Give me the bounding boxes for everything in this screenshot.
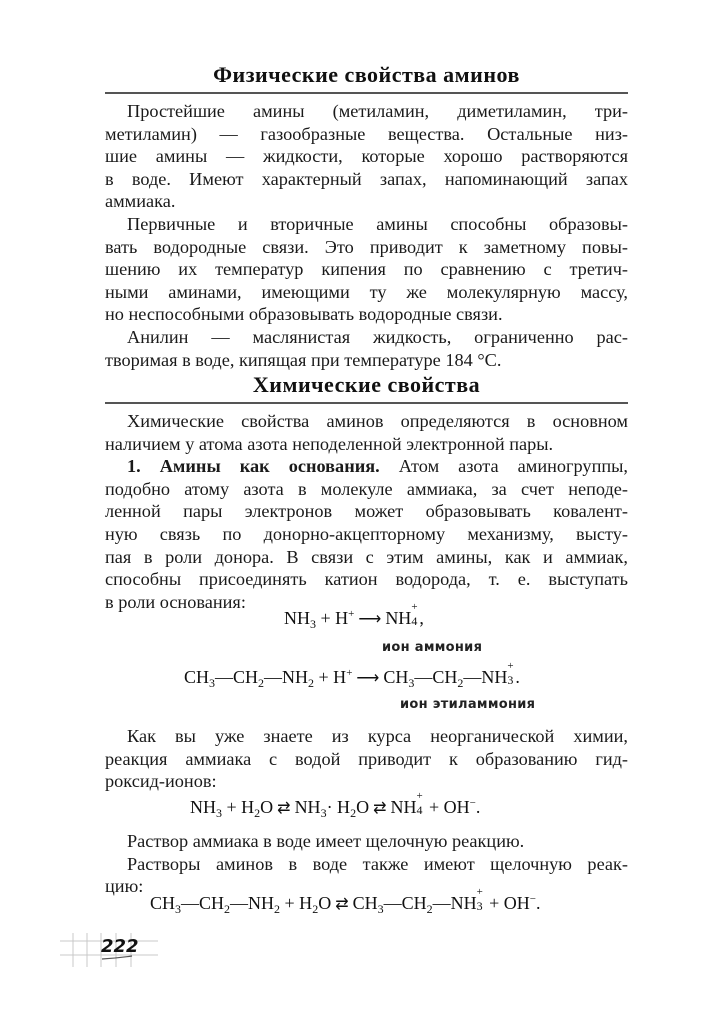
heading-underline bbox=[105, 402, 628, 404]
formula-part: 2 bbox=[426, 902, 433, 916]
formula-part: 4 bbox=[411, 614, 418, 628]
text-line: шие амины — жидкости, которые хорошо растворяются bbox=[105, 146, 628, 167]
formula-part: − bbox=[469, 797, 476, 809]
text-line: цию: bbox=[105, 876, 144, 897]
formula-part: + H bbox=[222, 797, 255, 817]
paragraph-chemical-alkaline bbox=[105, 830, 628, 898]
formula-part: − bbox=[529, 893, 536, 905]
section-heading-physical-properties: Физические свойства аминов bbox=[213, 62, 520, 87]
formula-part: NH bbox=[390, 797, 417, 817]
formula-part: —NH bbox=[432, 893, 477, 913]
formula-part: + bbox=[348, 608, 355, 620]
text-line: пая в роли донора. В связи с этим амины, как и аммиак, bbox=[105, 546, 628, 567]
text-line: творимая в воде, кипящая при температуре 184 °С. bbox=[105, 349, 502, 370]
formula-part: O bbox=[356, 797, 370, 817]
text-line: Первичные и вторичные амины способны образовы- bbox=[127, 213, 628, 234]
formula-part: 3 bbox=[377, 902, 384, 916]
formula-part: 3 bbox=[408, 676, 415, 690]
formula-part: 2 bbox=[224, 902, 231, 916]
text-line bbox=[105, 455, 628, 478]
formula-part: + bbox=[507, 660, 514, 672]
text-line: Простейшие амины (метиламин, диметиламин, три- bbox=[127, 101, 628, 121]
formula-part: + OH bbox=[484, 893, 530, 913]
formula-part: —NH bbox=[264, 667, 309, 687]
text-line: в воде. Имеют характерный запах, напоминающий запах bbox=[105, 168, 628, 189]
reaction-arrow-icon: ⟶ bbox=[358, 611, 382, 628]
equation-ethylamine-protonation bbox=[184, 660, 520, 690]
formula-part: CH bbox=[352, 893, 378, 913]
formula-part bbox=[507, 660, 515, 687]
section-heading-chemical-properties: Химические свойства bbox=[252, 372, 481, 397]
formula-part bbox=[411, 601, 419, 628]
formula-part: + H bbox=[316, 608, 349, 628]
formula-part: + bbox=[416, 790, 423, 802]
equilibrium-arrow-icon: ⇄ bbox=[277, 800, 291, 817]
formula-part: 3 bbox=[507, 673, 514, 687]
formula-part: · H bbox=[326, 797, 351, 817]
text-line: ленной пары электронов может образовывать ковалент- bbox=[105, 501, 628, 522]
text-line: реакция аммиака с водой приводит к образованию гид- bbox=[105, 748, 628, 769]
formula-part: 2 bbox=[350, 806, 357, 820]
formula-part: + bbox=[346, 667, 353, 679]
formula-part: 3 bbox=[175, 902, 182, 916]
formula-part: 2 bbox=[312, 902, 319, 916]
paragraph-chemical-1 bbox=[105, 410, 628, 613]
formula-part: —CH bbox=[414, 667, 458, 687]
paragraph-physical-1 bbox=[105, 100, 628, 371]
text-line: аммиака. bbox=[105, 191, 176, 212]
formula-part: 3 bbox=[216, 806, 222, 820]
text-line: Анилин — маслянистая жидкость, ограниченно рас- bbox=[127, 326, 628, 347]
text-line: Раствор аммиака в воде имеет щелочную реакцию. bbox=[127, 831, 525, 851]
equilibrium-arrow-icon: ⇄ bbox=[373, 800, 387, 817]
equation-ammonia-protonation bbox=[284, 601, 424, 631]
formula-part: , bbox=[419, 608, 424, 628]
text-line: в роли основания: bbox=[105, 591, 246, 612]
text-line: Как вы уже знаете из курса неорганической химии, bbox=[127, 726, 628, 746]
formula-part bbox=[416, 790, 424, 817]
formula-part: 3 bbox=[310, 617, 316, 631]
text-line: ными аминами, имеющими ту же молекулярную массу, bbox=[105, 281, 628, 302]
formula-part: O bbox=[318, 893, 332, 913]
formula-part: . bbox=[475, 797, 481, 817]
formula-part: + H bbox=[314, 667, 347, 687]
formula-part: + OH bbox=[424, 797, 470, 817]
formula-part: . bbox=[515, 667, 520, 687]
formula-part: —NH bbox=[230, 893, 275, 913]
caption-ethylammonium-ion: ион этиламмония bbox=[400, 697, 536, 712]
formula-part: —CH bbox=[215, 667, 259, 687]
formula-part: CH bbox=[150, 893, 176, 913]
paragraph-chemical-ammonia-water bbox=[105, 725, 628, 793]
text-line: шению их температур кипения по сравнению с третич- bbox=[105, 259, 628, 280]
text-line: но неспособными образовывать водородные связи. bbox=[105, 304, 503, 325]
formula-part: 3 bbox=[209, 676, 216, 690]
formula-part: + H bbox=[280, 893, 313, 913]
formula-part: CH bbox=[184, 667, 210, 687]
formula-part: 2 bbox=[457, 676, 464, 690]
formula-part: 2 bbox=[258, 676, 265, 690]
formula-part: —NH bbox=[463, 667, 508, 687]
reaction-arrow-icon: ⟶ bbox=[356, 670, 380, 687]
formula-part: 3 bbox=[320, 806, 327, 820]
equilibrium-arrow-icon: ⇄ bbox=[335, 896, 349, 913]
formula-part: + bbox=[476, 886, 483, 898]
formula-part: —CH bbox=[383, 893, 427, 913]
page-number-block bbox=[60, 933, 160, 969]
formula-part: NH bbox=[284, 608, 310, 628]
formula-part: 2 bbox=[308, 676, 315, 690]
text-line: вать водородные связи. Это приводит к заметному повы- bbox=[105, 236, 628, 257]
bold-term-amines-as-bases: 1. Амины как основания. bbox=[127, 456, 380, 477]
text-line: ную связь по донорно-акцепторному механизму, высту- bbox=[105, 523, 628, 544]
formula-part: + bbox=[411, 601, 418, 613]
formula-part: NH bbox=[190, 797, 216, 817]
heading-underline bbox=[105, 92, 628, 94]
page-number: 222 bbox=[101, 936, 139, 957]
formula-part bbox=[476, 886, 485, 913]
text-line: способны присоединять катион водорода, т. е. выступать bbox=[105, 569, 628, 590]
formula-part: 2 bbox=[274, 902, 281, 916]
text-line: Химические свойства аминов определяются в основном bbox=[127, 411, 628, 431]
formula-part: NH bbox=[294, 797, 321, 817]
formula-part: O bbox=[260, 797, 274, 817]
equation-ammonia-hydrolysis bbox=[190, 790, 481, 820]
formula-part: . bbox=[536, 893, 541, 913]
formula-part: 3 bbox=[476, 899, 483, 913]
formula-part: NH bbox=[385, 608, 412, 628]
formula-part: CH bbox=[383, 667, 409, 687]
text-line: наличием у атома азота неподеленной электронной пары. bbox=[105, 433, 554, 454]
caption-ammonium-ion: ион аммония bbox=[382, 640, 483, 655]
formula-part: 4 bbox=[416, 803, 423, 817]
text-line: метиламин) — газообразные вещества. Остальные низ- bbox=[105, 123, 628, 144]
formula-part: —CH bbox=[181, 893, 225, 913]
text-line: Растворы аминов в воде также имеют щелочную реак- bbox=[127, 853, 628, 874]
text-line: подобно атому азота в молекуле аммиака, за счет неподе- bbox=[105, 478, 628, 499]
formula-part: 2 bbox=[254, 806, 261, 820]
text-line: роксид-ионов: bbox=[105, 771, 217, 792]
equation-ethylamine-hydrolysis bbox=[150, 886, 541, 916]
text-fragment: Атом азота аминогруппы, bbox=[379, 456, 628, 477]
